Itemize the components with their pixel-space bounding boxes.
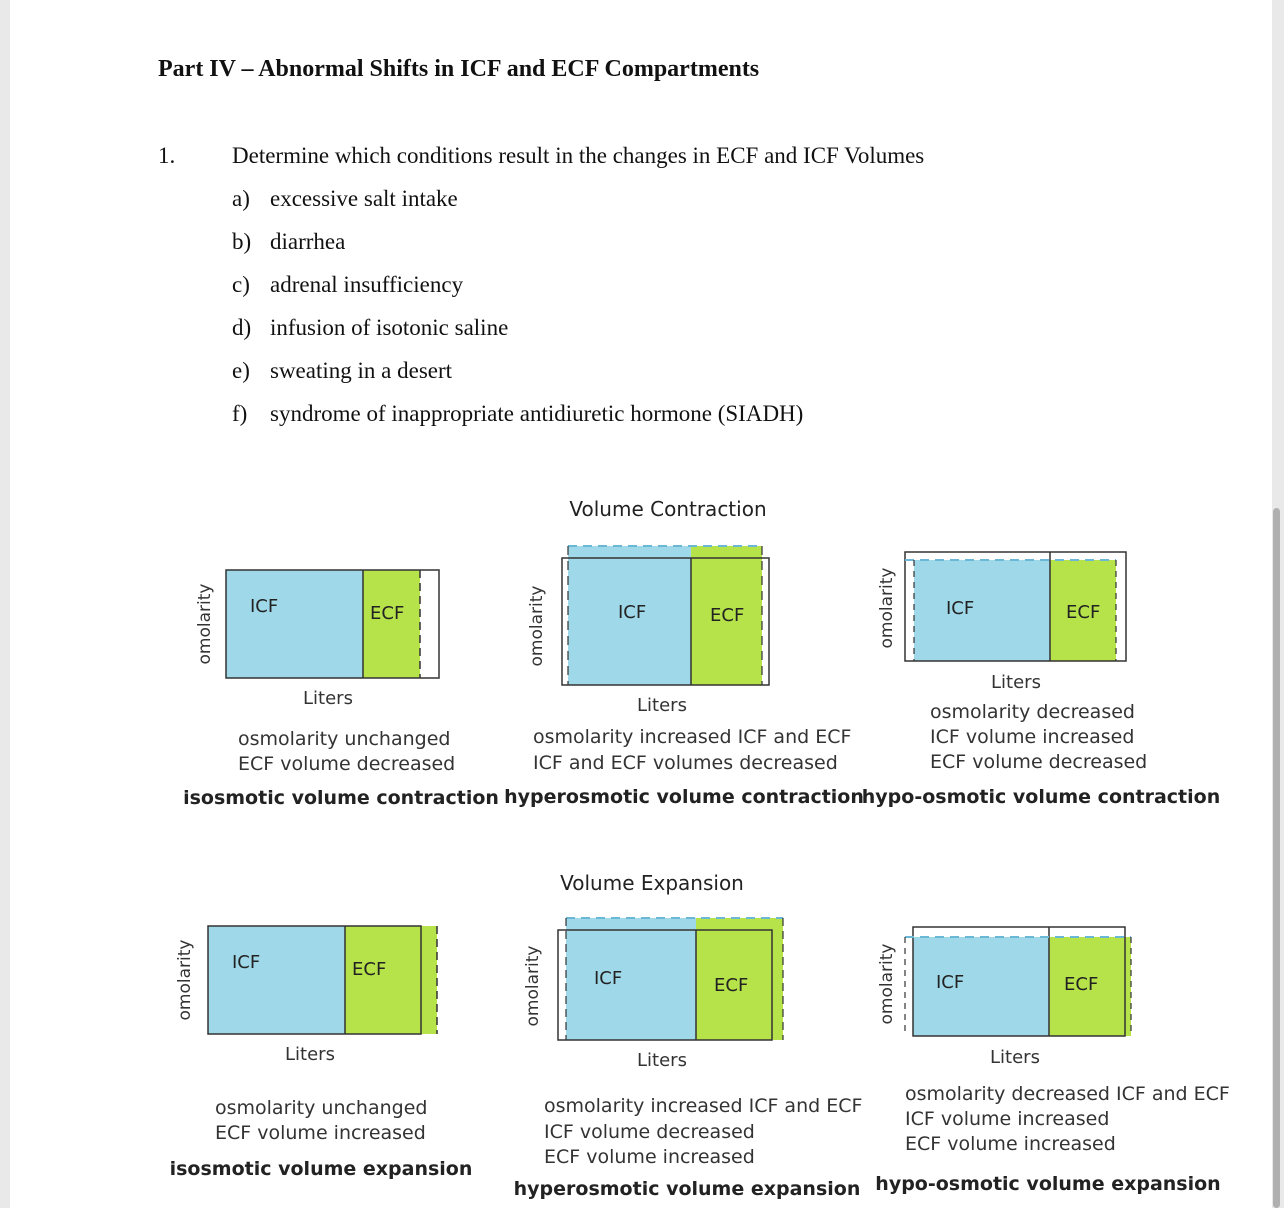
option-letter: c) [232,272,250,297]
panel-line3: ECF volume decreased [930,751,1148,773]
panel-line1: osmolarity increased ICF and ECF [544,1095,863,1117]
panel-line1: osmolarity decreased [930,701,1135,723]
icf-label: ICF [618,602,647,623]
option-letter: d) [232,315,252,340]
option-text: diarrhea [270,229,346,254]
ecf-box [345,926,437,1034]
panel-line1: osmolarity unchanged [215,1097,428,1119]
panel-name: hyperosmotic volume expansion [513,1178,861,1200]
x-axis-label: Liters [637,695,687,716]
y-axis-label: omolarity [527,585,547,667]
option-text: adrenal insufficiency [270,272,464,297]
question-text: Determine which conditions result in the changes in ECF and ICF Volumes [232,143,925,168]
option-text: excessive salt intake [270,186,458,211]
panel-name: hypo-osmotic volume expansion [875,1173,1221,1195]
x-axis-label: Liters [991,672,1041,693]
panel-line1: osmolarity decreased ICF and ECF [905,1083,1230,1105]
y-axis-label: omolarity [877,567,897,649]
x-axis-label: Liters [285,1044,335,1065]
option-text: syndrome of inappropriate antidiuretic hormone (SIADH) [270,401,804,426]
question-number: 1. [158,143,176,168]
ecf-label: ECF [714,975,749,996]
ecf-label: ECF [370,603,405,624]
panel-name: hypo-osmotic volume contraction [861,786,1221,808]
option-letter: e) [232,358,250,383]
icf-label: ICF [594,968,623,989]
icf-label: ICF [946,598,975,619]
panel-line2: ICF and ECF volumes decreased [533,752,838,774]
icf-box [566,918,696,1040]
x-axis-label: Liters [990,1047,1040,1068]
panel-line1: osmolarity increased ICF and ECF [533,726,852,748]
ecf-label: ECF [1064,974,1099,995]
panel-hypoosmotic-expansion [875,927,1230,1195]
panel-line2: ECF volume decreased [238,753,456,775]
icf-box [913,937,1049,1036]
option-letter: a) [232,186,250,211]
panel-isosmotic-contraction [183,570,499,809]
x-axis-label: Liters [637,1050,687,1071]
panel-line2: ICF volume increased [930,726,1135,748]
panel-hyperosmotic-expansion [514,918,863,1200]
ecf-label: ECF [352,959,387,980]
expansion-heading: Volume Expansion [560,871,744,895]
ecf-box [363,570,420,678]
option-letter: b) [232,229,252,254]
vertical-scrollbar[interactable] [1273,508,1280,1208]
panel-name: hyperosmotic volume contraction [504,786,864,808]
icf-box [226,570,363,678]
icf-box [208,926,345,1034]
panel-hyperosmotic-contraction [504,546,864,808]
panel-line2: ICF volume decreased [544,1121,755,1143]
icf-label: ICF [250,596,279,617]
panel-isosmotic-expansion [170,926,473,1180]
panel-hypoosmotic-contraction [862,552,1220,808]
page-title: Part IV – Abnormal Shifts in ICF and ECF Compartments [158,56,760,82]
panel-line2: ECF volume increased [215,1122,426,1144]
option-text: infusion of isotonic saline [270,315,509,340]
ecf-label: ECF [710,605,745,626]
ecf-label: ECF [1066,602,1101,623]
panel-line3: ECF volume increased [544,1146,755,1168]
panel-name: isosmotic volume expansion [169,1158,473,1180]
panel-line2: ICF volume increased [905,1108,1110,1130]
panel-name: isosmotic volume contraction [183,787,499,809]
panel-line3: ECF volume increased [905,1133,1116,1155]
icf-label: ICF [232,952,261,973]
icf-label: ICF [936,972,965,993]
y-axis-label: omolarity [877,943,897,1025]
y-axis-label: omolarity [175,939,195,1021]
option-letter: f) [232,401,248,426]
y-axis-label: omolarity [523,945,543,1027]
icf-box [914,560,1050,661]
x-axis-label: Liters [303,688,353,709]
y-axis-label: omolarity [195,583,215,665]
option-text: sweating in a desert [270,358,453,383]
panel-line1: osmolarity unchanged [238,728,451,750]
contraction-heading: Volume Contraction [569,497,767,521]
